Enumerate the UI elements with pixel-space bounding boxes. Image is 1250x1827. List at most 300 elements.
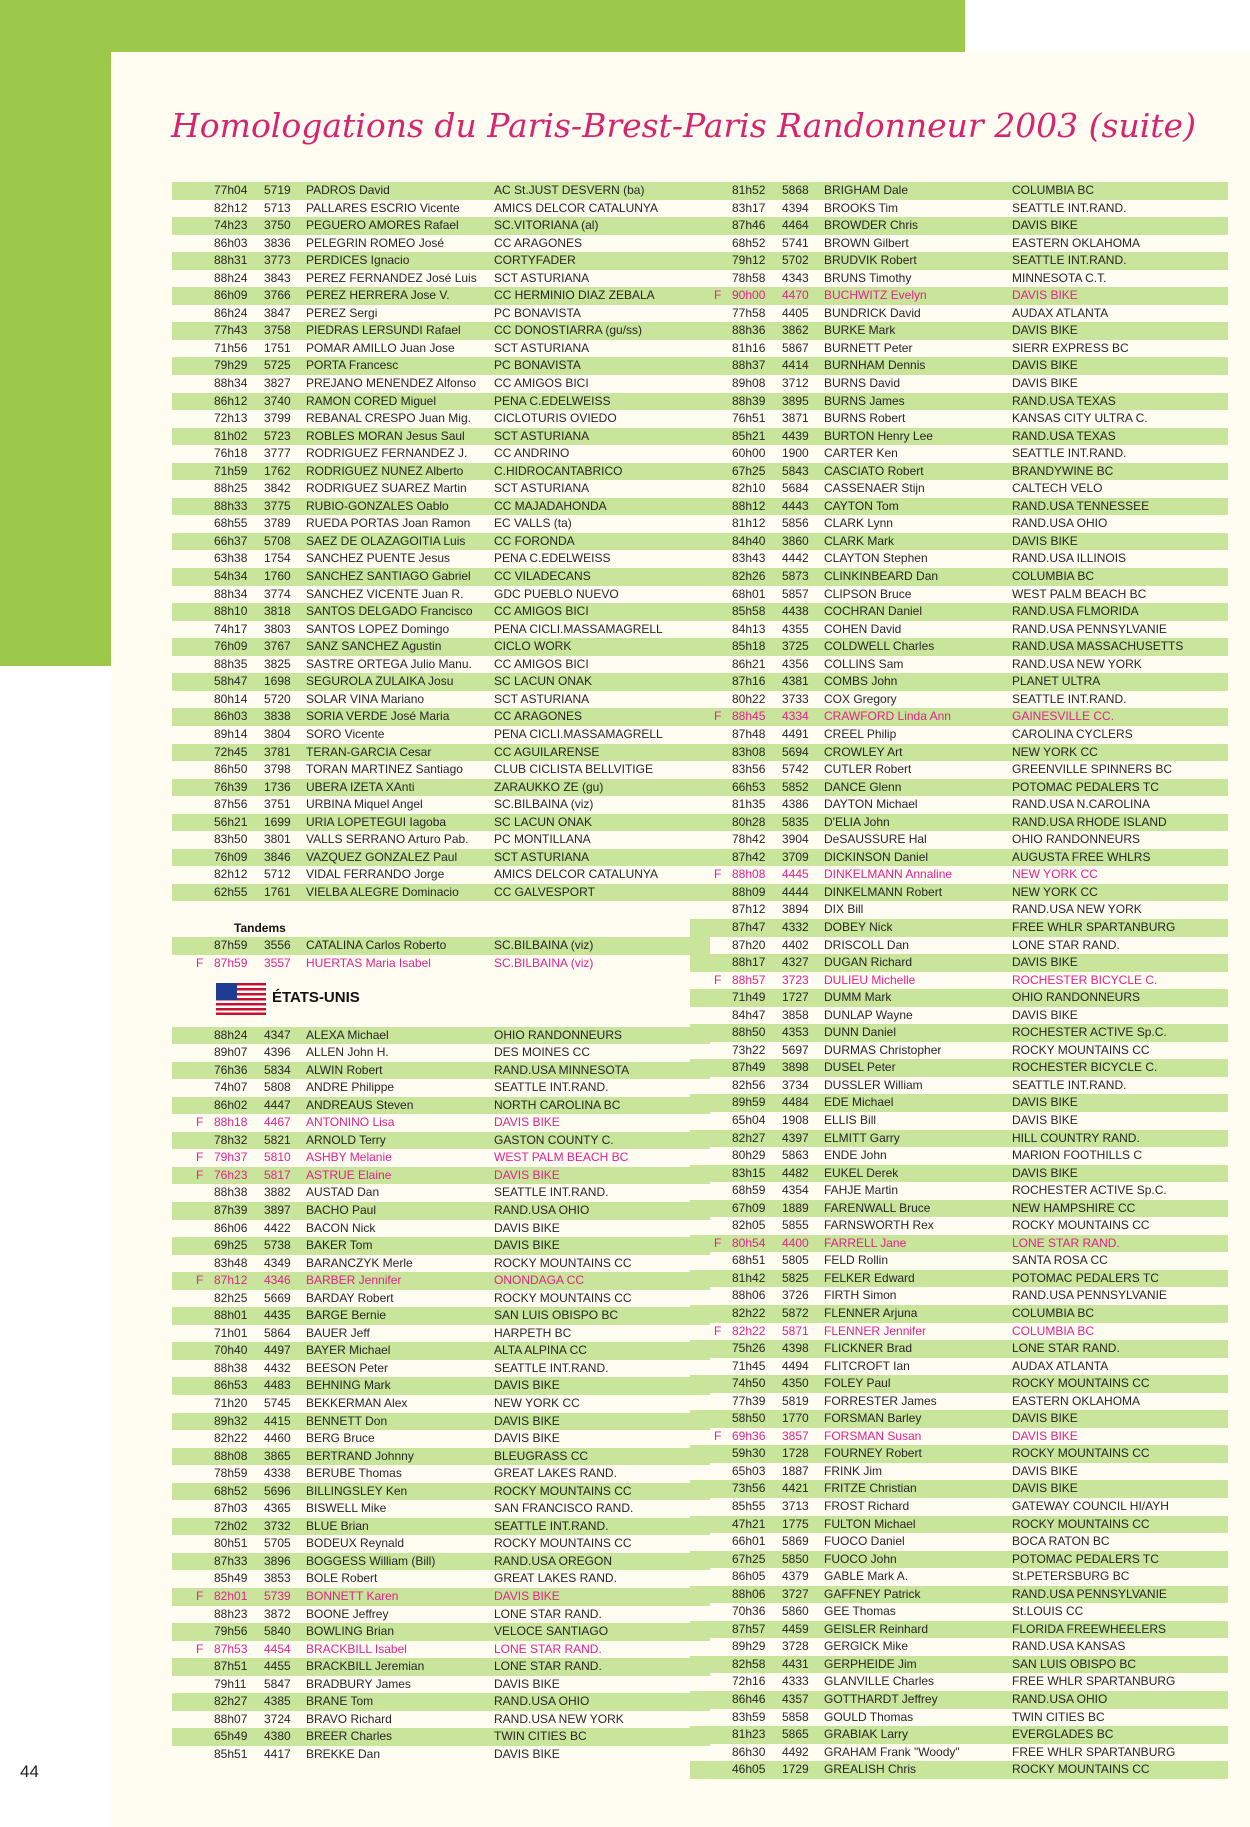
result-row xyxy=(690,445,1228,463)
result-row xyxy=(172,1746,710,1764)
frame-number: 4470 xyxy=(782,288,809,303)
rider-name: BARGE Bernie xyxy=(306,1308,387,1323)
result-row xyxy=(690,884,1228,902)
finish-time: 82h27 xyxy=(214,1694,248,1709)
club-name: RAND.USA NEW YORK xyxy=(494,1711,624,1726)
rider-name: RUBIO-GONZALES Oablo xyxy=(306,498,449,513)
club-name: SCT ASTURIANA xyxy=(494,270,590,285)
result-row xyxy=(172,480,710,498)
green-side-band xyxy=(0,0,111,666)
finish-time: 80h54 xyxy=(732,1235,766,1250)
finish-time: 88h25 xyxy=(214,481,248,496)
finish-time: 87h03 xyxy=(214,1501,248,1516)
club-name: SCT ASTURIANA xyxy=(494,481,590,496)
club-name: LONE STAR RAND. xyxy=(494,1606,602,1621)
rider-name: FOURNEY Robert xyxy=(824,1446,922,1461)
rider-name: BONNETT Karen xyxy=(306,1589,399,1604)
rider-name: BURNS Robert xyxy=(824,411,906,426)
result-row xyxy=(690,1182,1228,1200)
club-name: NEW YORK CC xyxy=(494,1396,580,1410)
result-row xyxy=(172,200,710,218)
rider-name: ROBLES MORAN Jesus Saul xyxy=(306,428,465,443)
result-row xyxy=(172,1255,710,1273)
club-name: VELOCE SANTIAGO xyxy=(494,1624,609,1639)
frame-number: 1761 xyxy=(264,884,291,899)
result-row xyxy=(172,568,710,586)
finish-time: 83h08 xyxy=(732,744,766,759)
result-row xyxy=(172,1711,710,1729)
result-row xyxy=(690,1463,1228,1481)
club-name: CC AMIGOS BICI xyxy=(494,656,589,671)
result-row xyxy=(172,937,710,955)
finish-time: 88h17 xyxy=(732,955,766,970)
finish-time: 76h36 xyxy=(214,1062,248,1077)
frame-number: 3725 xyxy=(782,639,809,654)
frame-number: 3774 xyxy=(264,586,291,601)
club-name: HILL COUNTRY RAND. xyxy=(1012,1130,1140,1145)
club-name: PLANET ULTRA xyxy=(1012,674,1101,689)
result-row xyxy=(172,1044,710,1062)
rider-name: BARANCZYK Merle xyxy=(306,1255,413,1270)
frame-number: 5720 xyxy=(264,691,291,706)
club-name: DAVIS BIKE xyxy=(494,1238,560,1253)
finish-time: 88h36 xyxy=(732,323,766,338)
rider-name: DICKINSON Daniel xyxy=(824,849,929,864)
finish-time: 71h49 xyxy=(732,990,766,1005)
frame-number: 4333 xyxy=(782,1674,809,1689)
rider-name: BERUBE Thomas xyxy=(306,1466,402,1481)
frame-number: 1728 xyxy=(782,1446,809,1461)
frame-number: 3727 xyxy=(782,1586,809,1601)
frame-number: 5697 xyxy=(782,1042,809,1057)
result-row xyxy=(172,287,710,305)
result-row xyxy=(172,603,710,621)
frame-number: 3818 xyxy=(264,604,291,619)
finish-time: 81h52 xyxy=(732,183,766,197)
rider-name: BAKER Tom xyxy=(306,1238,373,1253)
finish-time: 86h03 xyxy=(214,235,248,250)
club-name: DAVIS BIKE xyxy=(494,1676,560,1691)
club-name: RAND.USA PENNSYLVANIE xyxy=(1012,621,1167,636)
finish-time: 46h05 xyxy=(732,1762,766,1777)
frame-number: 4380 xyxy=(264,1729,291,1744)
rider-name: DIX Bill xyxy=(824,902,864,917)
result-row xyxy=(690,1042,1228,1060)
female-marker: F xyxy=(714,288,722,303)
result-row xyxy=(172,1535,710,1553)
frame-number: 4405 xyxy=(782,305,809,320)
frame-number: 4421 xyxy=(782,1481,809,1496)
finish-time: 72h02 xyxy=(214,1518,248,1533)
rider-name: PORTA Francesc xyxy=(306,358,399,373)
result-row xyxy=(690,533,1228,551)
club-name: SEATTLE INT.RAND. xyxy=(1012,1077,1127,1092)
finish-time: 71h59 xyxy=(214,463,248,478)
result-row xyxy=(690,515,1228,533)
rider-name: DUNLAP Wayne xyxy=(824,1007,913,1022)
club-name: SEATTLE INT.RAND. xyxy=(1012,253,1127,268)
finish-time: 73h22 xyxy=(732,1042,766,1057)
finish-time: 81h12 xyxy=(732,516,766,531)
result-row xyxy=(690,831,1228,849)
club-name: CC ANDRINO xyxy=(494,446,570,461)
club-name: DAVIS BIKE xyxy=(494,1746,560,1761)
finish-time: 71h56 xyxy=(214,340,248,355)
club-name: DAVIS BIKE xyxy=(1012,1007,1078,1022)
finish-time: 68h55 xyxy=(214,516,248,531)
rider-name: CLAYTON Stephen xyxy=(824,551,928,566)
frame-number: 4356 xyxy=(782,656,809,671)
rider-name: BACON Nick xyxy=(306,1220,376,1235)
result-row xyxy=(690,1007,1228,1025)
club-name: CC MAJADAHONDA xyxy=(494,498,607,513)
club-name: DAVIS BIKE xyxy=(1012,955,1078,970)
finish-time: 87h51 xyxy=(214,1659,248,1674)
finish-time: 82h22 xyxy=(732,1323,766,1338)
club-name: WEST PALM BEACH BC xyxy=(494,1150,629,1165)
rider-name: SOLAR VINA Mariano xyxy=(306,691,425,706)
finish-time: 77h58 xyxy=(732,305,766,320)
club-name: PENA CICLI.MASSAMAGRELL xyxy=(494,621,663,636)
frame-number: 3777 xyxy=(264,446,291,461)
finish-time: 78h32 xyxy=(214,1132,248,1147)
club-name: RAND.USA OREGON xyxy=(494,1553,613,1568)
result-row xyxy=(690,568,1228,586)
rider-name: ANDRE Philippe xyxy=(306,1080,395,1095)
finish-time: 89h07 xyxy=(214,1045,248,1060)
rider-name: FOLEY Paul xyxy=(824,1376,891,1391)
club-name: DAVIS BIKE xyxy=(1012,1481,1078,1496)
rider-name: FIRTH Simon xyxy=(824,1288,897,1303)
rider-name: RODRIGUEZ NUNEZ Alberto xyxy=(306,463,464,478)
club-name: EVERGLADES BC xyxy=(1012,1727,1114,1742)
frame-number: 4492 xyxy=(782,1744,809,1759)
finish-time: 83h59 xyxy=(732,1709,766,1724)
frame-number: 4354 xyxy=(782,1183,809,1198)
frame-number: 5742 xyxy=(782,762,809,777)
finish-time: 82h56 xyxy=(732,1077,766,1092)
frame-number: 5696 xyxy=(264,1483,291,1498)
rider-name: PEGUERO AMORES Rafael xyxy=(306,218,459,233)
result-row xyxy=(690,1340,1228,1358)
rider-name: PEREZ Sergi xyxy=(306,305,378,320)
frame-number: 4343 xyxy=(782,270,809,285)
finish-time: 65h04 xyxy=(732,1112,766,1127)
club-name: DAVIS BIKE xyxy=(494,1589,560,1604)
result-row xyxy=(690,1200,1228,1218)
rider-name: BRACKBILL Jeremian xyxy=(306,1659,425,1674)
section-gap xyxy=(172,901,710,919)
club-name: RAND.USA OHIO xyxy=(494,1202,590,1217)
page-number: 44 xyxy=(20,1762,39,1781)
frame-number: 4386 xyxy=(782,797,809,812)
club-name: ROCKY MOUNTAINS CC xyxy=(1012,1042,1150,1057)
finish-time: 82h26 xyxy=(732,569,766,584)
finish-time: 69h36 xyxy=(732,1428,766,1443)
finish-time: 80h28 xyxy=(732,814,766,829)
club-name: DAVIS BIKE xyxy=(494,1378,560,1393)
finish-time: 88h34 xyxy=(214,586,248,601)
result-row xyxy=(172,1623,710,1641)
club-name: GASTON COUNTY C. xyxy=(494,1132,614,1147)
finish-time: 85h21 xyxy=(732,428,766,443)
club-name: BLEUGRASS CC xyxy=(494,1448,589,1463)
frame-number: 5741 xyxy=(782,235,809,250)
female-marker: F xyxy=(196,1641,204,1656)
club-name: COLUMBIA BC xyxy=(1012,1323,1095,1338)
finish-time: 72h13 xyxy=(214,411,248,426)
club-name: ROCKY MOUNTAINS CC xyxy=(1012,1446,1150,1461)
club-name: AUDAX ATLANTA xyxy=(1012,1358,1109,1373)
frame-number: 3767 xyxy=(264,639,291,654)
result-row xyxy=(172,1377,710,1395)
club-name: CC ARAGONES xyxy=(494,235,583,250)
rider-name: ENDE John xyxy=(824,1148,887,1163)
club-name: SCT ASTURIANA xyxy=(494,428,590,443)
club-name: RAND.USA TENNESSEE xyxy=(1012,498,1150,513)
rider-name: BISWELL Mike xyxy=(306,1501,387,1516)
club-name: ROCKY MOUNTAINS CC xyxy=(1012,1762,1150,1777)
rider-name: CROWLEY Art xyxy=(824,744,903,759)
rider-name: BRUNS Timothy xyxy=(824,270,912,285)
rider-name: GOULD Thomas xyxy=(824,1709,914,1724)
finish-time: 83h48 xyxy=(214,1255,248,1270)
rider-name: URIA LOPETEGUI Iagoba xyxy=(306,814,447,829)
result-row xyxy=(172,340,710,358)
club-name: SANTA ROSA CC xyxy=(1012,1253,1108,1268)
club-name: DAVIS BIKE xyxy=(494,1167,560,1182)
club-name: AC St.JUST DESVERN (ba) xyxy=(494,183,645,197)
club-name: CC DONOSTIARRA (gu/ss) xyxy=(494,323,643,338)
club-name: SEATTLE INT.RAND. xyxy=(1012,446,1127,461)
finish-time: 83h15 xyxy=(732,1165,766,1180)
finish-time: 82h58 xyxy=(732,1656,766,1671)
finish-time: 87h59 xyxy=(214,955,248,970)
result-row xyxy=(172,1307,710,1325)
frame-number: 4332 xyxy=(782,919,809,934)
finish-time: 87h46 xyxy=(732,218,766,233)
rider-name: RODRIGUEZ FERNANDEZ J. xyxy=(306,446,468,461)
result-row xyxy=(172,1465,710,1483)
club-name: PENA CICLI.MASSAMAGRELL xyxy=(494,726,663,741)
frame-number: 5834 xyxy=(264,1062,291,1077)
rider-name: SANCHEZ SANTIAGO Gabriel xyxy=(306,569,471,584)
club-name: WEST PALM BEACH BC xyxy=(1012,586,1147,601)
frame-number: 4447 xyxy=(264,1097,291,1112)
result-row xyxy=(690,1217,1228,1235)
rider-name: CATALINA Carlos Roberto xyxy=(306,938,447,953)
club-name: NEW YORK CC xyxy=(1012,744,1098,759)
result-row xyxy=(690,1480,1228,1498)
rider-name: BILLINGSLEY Ken xyxy=(306,1483,408,1498)
club-name: RAND.USA KANSAS xyxy=(1012,1639,1126,1654)
result-row xyxy=(172,428,710,446)
finish-time: 87h57 xyxy=(732,1621,766,1636)
frame-number: 3842 xyxy=(264,481,291,496)
rider-name: DOBEY Nick xyxy=(824,919,893,934)
club-name: PC BONAVISTA xyxy=(494,358,581,373)
result-row xyxy=(690,375,1228,393)
finish-time: 88h34 xyxy=(214,376,248,391)
frame-number: 5708 xyxy=(264,533,291,548)
club-name: PENA C.EDELWEISS xyxy=(494,551,611,566)
frame-number: 5867 xyxy=(782,340,809,355)
result-row xyxy=(690,480,1228,498)
result-row xyxy=(690,1059,1228,1077)
club-name: RAND.USA OHIO xyxy=(494,1694,590,1709)
result-row xyxy=(690,1603,1228,1621)
rider-name: FORSMAN Susan xyxy=(824,1428,922,1443)
finish-time: 82h25 xyxy=(214,1290,248,1305)
rider-name: CUTLER Robert xyxy=(824,762,912,777)
rider-name: SORO Vicente xyxy=(306,726,385,741)
rider-name: BERTRAND Johnny xyxy=(306,1448,414,1463)
club-name: ONONDAGA CC xyxy=(494,1273,585,1288)
club-name: ROCKY MOUNTAINS CC xyxy=(494,1483,632,1498)
rider-name: ASHBY Melanie xyxy=(306,1150,392,1165)
rider-name: FUOCO John xyxy=(824,1551,897,1566)
club-name: OHIO RANDONNEURS xyxy=(1012,832,1141,847)
frame-number: 4417 xyxy=(264,1746,291,1761)
finish-time: 83h50 xyxy=(214,832,248,847)
frame-number: 5739 xyxy=(264,1589,291,1604)
frame-number: 3825 xyxy=(264,656,291,671)
frame-number: 3781 xyxy=(264,744,291,759)
club-name: DAVIS BIKE xyxy=(1012,1165,1078,1180)
frame-number: 3872 xyxy=(264,1606,291,1621)
finish-time: 76h09 xyxy=(214,639,248,654)
rider-name: DINKELMANN Robert xyxy=(824,884,943,899)
result-row xyxy=(172,1027,710,1045)
rider-name: DANCE Glenn xyxy=(824,779,902,794)
rider-name: ARNOLD Terry xyxy=(306,1132,386,1147)
club-name: DAVIS BIKE xyxy=(494,1220,560,1235)
frame-number: 4334 xyxy=(782,709,809,724)
club-name: SAN LUIS OBISPO BC xyxy=(1012,1656,1137,1671)
frame-number: 3734 xyxy=(782,1077,809,1092)
rider-name: GRAHAM Frank "Woody" xyxy=(824,1744,960,1759)
frame-number: 4459 xyxy=(782,1621,809,1636)
finish-time: 76h39 xyxy=(214,779,248,794)
finish-time: 78h58 xyxy=(732,270,766,285)
club-name: GDC PUEBLO NUEVO xyxy=(494,586,619,601)
female-marker: F xyxy=(714,1428,722,1443)
rider-name: FORSMAN Barley xyxy=(824,1411,922,1426)
finish-time: 87h12 xyxy=(214,1273,248,1288)
rider-name: SANCHEZ VICENTE Juan R. xyxy=(306,586,464,601)
finish-time: 88h35 xyxy=(214,656,248,671)
club-name: SC.BILBAINA (viz) xyxy=(494,938,594,953)
club-name: FREE WHLR SPARTANBURG xyxy=(1012,1674,1176,1689)
rider-name: COHEN David xyxy=(824,621,902,636)
rider-name: DINKELMANN Annaline xyxy=(824,867,953,882)
result-row xyxy=(690,340,1228,358)
result-row xyxy=(690,691,1228,709)
finish-time: 74h23 xyxy=(214,218,248,233)
frame-number: 4443 xyxy=(782,498,809,513)
finish-time: 89h29 xyxy=(732,1639,766,1654)
club-name: NORTH CAROLINA BC xyxy=(494,1097,621,1112)
club-name: DAVIS BIKE xyxy=(1012,1463,1078,1478)
frame-number: 4435 xyxy=(264,1308,291,1323)
rider-name: FLITCROFT Ian xyxy=(824,1358,910,1373)
frame-number: 5694 xyxy=(782,744,809,759)
finish-time: 84h13 xyxy=(732,621,766,636)
result-row xyxy=(172,708,710,726)
club-name: ROCKY MOUNTAINS CC xyxy=(494,1290,632,1305)
club-name: PENA C.EDELWEISS xyxy=(494,393,611,408)
rider-name: CAYTON Tom xyxy=(824,498,899,513)
usa-section-header xyxy=(172,973,710,1027)
result-row xyxy=(690,1024,1228,1042)
club-name: SC.VITORIANA (al) xyxy=(494,218,599,233)
result-row xyxy=(172,1553,710,1571)
result-row xyxy=(172,1167,710,1185)
result-row xyxy=(690,937,1228,955)
frame-number: 3904 xyxy=(782,832,809,847)
result-row xyxy=(690,1270,1228,1288)
result-row xyxy=(690,796,1228,814)
rider-name: FLENNER Jennifer xyxy=(824,1323,927,1338)
spain-results-list xyxy=(172,182,710,901)
result-row xyxy=(690,1375,1228,1393)
rider-name: FARRELL Jane xyxy=(824,1235,907,1250)
club-name: GREAT LAKES RAND. xyxy=(494,1466,617,1481)
club-name: SCT ASTURIANA xyxy=(494,691,590,706)
finish-time: 68h01 xyxy=(732,586,766,601)
female-marker: F xyxy=(196,1167,204,1182)
frame-number: 4402 xyxy=(782,937,809,952)
frame-number: 3789 xyxy=(264,516,291,531)
finish-time: 87h53 xyxy=(214,1641,248,1656)
club-name: CALTECH VELO xyxy=(1012,481,1103,496)
rider-name: BREER Charles xyxy=(306,1729,393,1744)
finish-time: 76h09 xyxy=(214,849,248,864)
frame-number: 3871 xyxy=(782,411,809,426)
finish-time: 73h56 xyxy=(732,1481,766,1496)
rider-name: COLDWELL Charles xyxy=(824,639,935,654)
finish-time: 85h18 xyxy=(732,639,766,654)
result-row xyxy=(172,1588,710,1606)
finish-time: 88h07 xyxy=(214,1711,248,1726)
result-row xyxy=(172,393,710,411)
finish-time: 87h16 xyxy=(732,674,766,689)
club-name: SC.BILBAINA (viz) xyxy=(494,955,594,970)
frame-number: 5865 xyxy=(782,1727,809,1742)
result-row xyxy=(690,287,1228,305)
club-name: CORTYFADER xyxy=(494,253,576,268)
frame-number: 5864 xyxy=(264,1325,291,1340)
finish-time: 88h31 xyxy=(214,253,248,268)
finish-time: 58h47 xyxy=(214,674,248,689)
finish-time: 86h46 xyxy=(732,1692,766,1707)
rider-name: PELEGRIN ROMEO José xyxy=(306,235,445,250)
club-name: SCT ASTURIANA xyxy=(494,849,590,864)
female-marker: F xyxy=(196,1589,204,1604)
female-marker: F xyxy=(196,955,204,970)
club-name: SEATTLE INT.RAND. xyxy=(1012,691,1127,706)
rider-name: COLLINS Sam xyxy=(824,656,904,671)
frame-number: 3857 xyxy=(782,1428,809,1443)
finish-time: 76h51 xyxy=(732,411,766,426)
rider-name: GREALISH Chris xyxy=(824,1762,917,1777)
result-row xyxy=(690,901,1228,919)
finish-time: 88h01 xyxy=(214,1308,248,1323)
club-name: SEATTLE INT.RAND. xyxy=(494,1518,609,1533)
finish-time: 86h02 xyxy=(214,1097,248,1112)
result-row xyxy=(172,533,710,551)
finish-time: 77h39 xyxy=(732,1393,766,1408)
